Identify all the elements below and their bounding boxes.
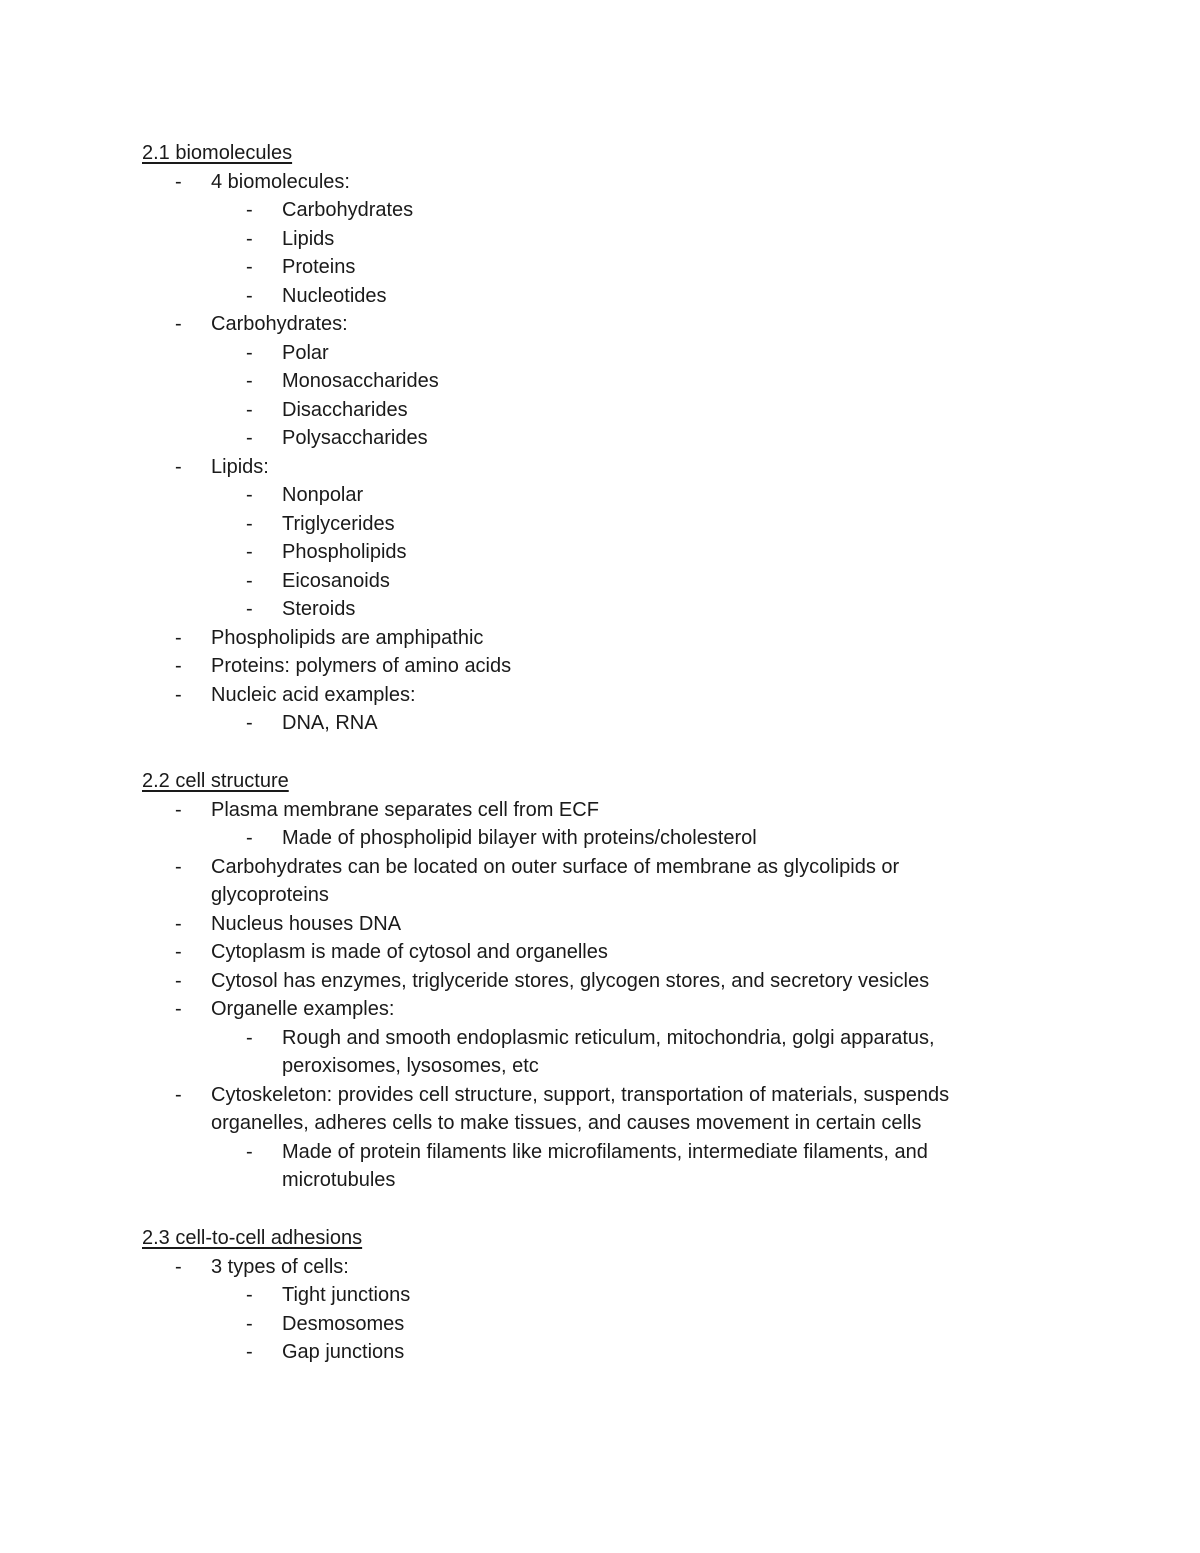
list-item [142,1138,1042,1195]
list-item [142,481,1042,510]
bullet-dash: - [246,1341,253,1363]
bullet-dash: - [246,284,253,307]
list-item-text: Carbohydrates can be located on outer surface of membrane as glycolipids or glycoproteins [211,855,900,906]
bullet-dash: - [175,969,182,992]
section-biomolecules [142,139,1042,738]
bullet-dash: - [246,341,253,364]
list-item [142,796,1042,825]
list-item [142,853,1042,910]
list-item-text: Cytosol has enzymes, triglyceride stores, glycogen stores, and secretory vesicles [211,969,930,992]
list-item-text: Eicosanoids [282,569,390,592]
bullet-dash: - [246,370,253,392]
list-item-text: Proteins: polymers of amino acids [211,655,512,677]
list-item-text: Made of phospholipid bilayer with proteins/cholesterol [282,827,757,849]
list-item [142,282,1042,311]
list-item-text: Carbohydrates [282,199,414,221]
list-item [142,1310,1042,1339]
bullet-dash: - [175,683,182,706]
bullet-dash: - [246,484,253,506]
list-item [142,1081,1042,1138]
list-item [142,938,1042,967]
bullet-dash: - [246,827,253,849]
list-item-text: Cytoskeleton: provides cell structure, support, transportation of materials, suspends organelles, adheres cells to make tissues, and causes movement in certain cells [211,1083,950,1134]
list-item [142,595,1042,624]
list-item-text: 3 types of cells: [211,1255,349,1278]
list-item [142,253,1042,282]
section-heading: 2.1 biomolecules [142,142,293,164]
list-item-text: Polysaccharides [282,427,428,449]
section-heading: 2.3 cell-to-cell adhesions [142,1227,363,1249]
list-item [142,168,1042,197]
section-cell-adhesions [142,1224,1042,1367]
bullet-dash: - [246,1312,253,1335]
bullet-dash: - [175,1255,182,1278]
bullet-dash: - [175,655,182,677]
list-item-text: Made of protein filaments like microfilaments, intermediate filaments, and microtubules [282,1140,928,1191]
list-item-text: Nucleotides [282,284,387,307]
list-item-text: 4 biomolecules: [211,170,350,193]
bullet-dash: - [246,569,253,592]
bullet-list [142,1253,1042,1367]
list-item [142,510,1042,539]
list-item-text: Phospholipids are amphipathic [211,626,484,649]
list-item [142,367,1042,396]
list-item-text: DNA, RNA [282,712,378,734]
list-item-text: Rough and smooth endoplasmic reticulum, mitochondria, golgi apparatus, peroxisomes, lysosomes, etc [282,1026,935,1077]
bullet-dash: - [175,912,182,935]
bullet-dash: - [175,941,182,963]
list-item-text: Tight junctions [282,1284,411,1306]
list-item-text: Lipids [282,227,335,250]
list-item [142,453,1042,482]
list-item [142,995,1042,1024]
list-item [142,196,1042,225]
bullet-dash: - [246,398,253,421]
list-item-text: Disaccharides [282,398,408,421]
list-item-text: Carbohydrates: [211,313,348,335]
section-heading: 2.2 cell structure [142,770,289,792]
list-item-text: Desmosomes [282,1312,405,1335]
bullet-dash: - [175,1083,182,1106]
bullet-dash: - [246,1284,253,1306]
list-item [142,424,1042,453]
list-item-text: Triglycerides [282,512,395,535]
list-item [142,225,1042,254]
list-item [142,652,1042,681]
bullet-dash: - [246,1026,253,1049]
bullet-dash: - [246,256,253,278]
list-item [142,624,1042,653]
bullet-dash: - [175,626,182,649]
list-item [142,910,1042,939]
bullet-dash: - [246,598,253,620]
list-item-text: Cytoplasm is made of cytosol and organelles [211,941,608,963]
bullet-dash: - [175,313,182,335]
bullet-dash: - [246,541,253,563]
list-item [142,310,1042,339]
list-item-text: Nucleic acid examples: [211,683,416,706]
list-item [142,567,1042,596]
list-item [142,339,1042,368]
list-item [142,1024,1042,1081]
bullet-dash: - [175,170,182,193]
bullet-dash: - [246,712,253,734]
list-item-text: Organelle examples: [211,998,395,1020]
bullet-dash: - [246,512,253,535]
list-item-text: Nucleus houses DNA [211,912,402,935]
list-item [142,824,1042,853]
bullet-dash: - [175,998,182,1020]
list-item [142,967,1042,996]
bullet-dash: - [246,227,253,250]
list-item-text: Monosaccharides [282,370,439,392]
list-item-text: Nonpolar [282,484,364,506]
bullet-dash: - [246,1140,253,1163]
list-item [142,1281,1042,1310]
list-item [142,538,1042,567]
section-cell-structure [142,767,1042,1195]
bullet-dash: - [246,427,253,449]
list-item [142,396,1042,425]
list-item-text: Proteins [282,256,356,278]
list-item-text: Steroids [282,598,356,620]
list-item-text: Plasma membrane separates cell from ECF [211,798,599,821]
list-item [142,1253,1042,1282]
list-item-text: Lipids: [211,455,269,478]
bullet-list [142,796,1042,1195]
list-item [142,1338,1042,1367]
bullet-dash: - [175,798,182,821]
list-item-text: Polar [282,341,329,364]
bullet-dash: - [175,855,182,878]
bullet-dash: - [246,199,253,221]
bullet-list [142,168,1042,738]
list-item [142,681,1042,710]
bullet-dash: - [175,455,182,478]
list-item-text: Gap junctions [282,1341,405,1363]
list-item-text: Phospholipids [282,541,407,563]
list-item [142,709,1042,738]
